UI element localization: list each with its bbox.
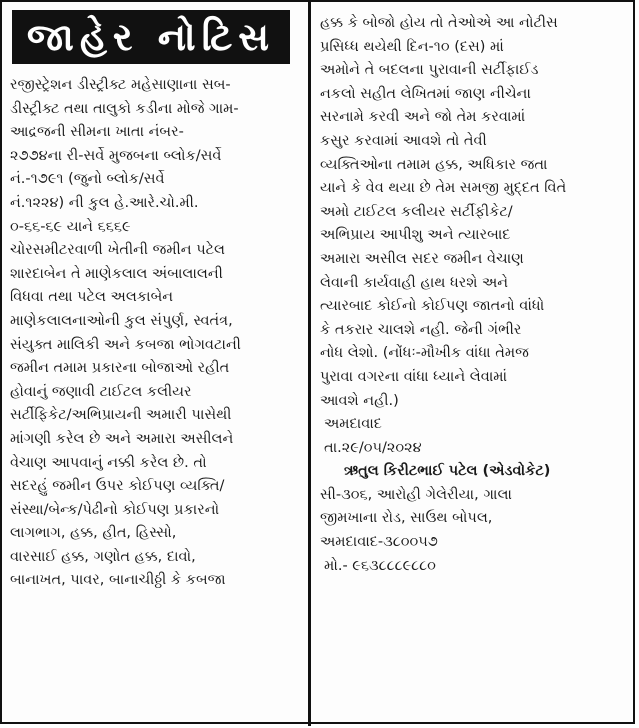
notice-body-right xyxy=(320,12,632,578)
notice-body-left xyxy=(10,74,300,593)
notice-text-line: સંસ્થા/બેન્ક/પેઢીનો કોઈપણ પ્રકારનો xyxy=(10,501,220,518)
notice-text-line: વ્યક્તિઓના તમામ હક્ક, અધિકાર જતા xyxy=(320,156,548,173)
address-block xyxy=(320,484,632,555)
notice-body-right-text xyxy=(320,12,632,413)
notice-text-line: અમો ટાઈટલ કલીયર સર્ટીફીકેટ/ xyxy=(320,203,513,220)
notice-text-line: કે તકરાર ચાલશે નહી. જેની ગંભીર xyxy=(320,321,522,338)
notice-text-line: કસુર કરવામાં આવશે તો તેવી xyxy=(320,132,487,149)
notice-text-line: વિધવા તથા પટેલ અલકાબેન xyxy=(10,289,174,306)
notice-text-line: ૦-૬૬-૬૯ યાને ૬૬૬૯ xyxy=(10,218,131,235)
notice-text-line: નં.૧૨૨૪) ની કુલ હે.આરે.ચો.મી. xyxy=(10,194,199,211)
notice-text-line: વારસાઈ હક્ક, ગણોત હક્ક, દાવો, xyxy=(10,548,196,565)
notice-text-line: બાનાખત, પાવર, બાનાચીઠ્ઠી કે કબજા xyxy=(10,572,226,589)
notice-text-line: ડીસ્ટ્રીક્ટ તથા તાલુકો કડીના મોજે ગામ- xyxy=(10,100,239,117)
notice-text-line: સદરહું જમીન ઉપર કોઈપણ વ્યક્તિ/ xyxy=(10,478,225,495)
notice-text-line: નં.-૧૭૯૧ (જુનો બ્લોક/સર્વે xyxy=(10,171,165,188)
notice-text-line: ત્યારબાદ કોઈનો કોઈપણ જાતનો વાંધો xyxy=(320,298,545,315)
notice-text-line: લાગભાગ, હક્ક, હીત, હિસ્સો, xyxy=(10,525,177,542)
notice-text-line: શારદાબેન તે માણેકલાલ અંબાલાલની xyxy=(10,265,223,282)
place-text: અમદાવાદ xyxy=(324,416,382,433)
notice-text-line: જમીન તમામ પ્રકારના બોજાઓ રહીત xyxy=(10,360,230,377)
address-line: જીમખાના રોડ, સાઉથ બોપલ, xyxy=(320,510,493,527)
phone-number: મો.- ૯૬૩૮૮૮૯૮૮૦ xyxy=(324,557,436,574)
notice-text-line: આવશે નહી.) xyxy=(320,392,399,409)
notice-text-line: અભિપ્રાય આપીશુ અને ત્યારબાદ xyxy=(320,227,511,244)
notice-text-line: આદ્રજની સીમના ખાતા નંબર- xyxy=(10,124,184,141)
date-text: તા.૨૯/૦૫/૨૦૨૪ xyxy=(324,439,422,456)
signatory-name: ઋતુલ કિરીટભાઈ પટેલ (એડવોકેટ) xyxy=(344,463,551,480)
notice-text-line: ચોરસમીટરવાળી ખેતીની જમીન પટેલ xyxy=(10,242,225,259)
notice-text-line: સર્ટીફિકેટ/અભિપ્રાયની અમારી પાસેથી xyxy=(10,407,232,424)
notice-text-line: અમોને તે બદલના પુરાવાની સર્ટીફાઈડ xyxy=(320,62,539,79)
column-divider xyxy=(308,2,311,726)
notice-text-line: પુરાવા વગરના વાંધા ધ્યાને લેવામાં xyxy=(320,368,508,385)
address-line: સી-૩૦૬, આરોહી ગેલેરીયા, ગાલા xyxy=(320,486,512,503)
notice-text-line: નોધ લેશો. (નોંધઃ-મૌખીક વાંધા તેમજ xyxy=(320,345,529,362)
notice-text-line: ૨૭૭૪ના રી-સર્વે મુજબના બ્લોક/સર્વે xyxy=(10,147,222,164)
notice-text-line: રજીસ્ટ્રેશન ડીસ્ટ્રીક્ટ મહેસાણાના સબ- xyxy=(10,77,231,93)
address-line: અમદાવાદ-૩૮૦૦૫૭ xyxy=(320,534,438,551)
notice-text-line: અમારા અસીલ સદર જમીન વેચાણ xyxy=(320,250,524,267)
notice-title: જાહેર નોટિસ xyxy=(12,10,290,64)
notice-text-line: માંગણી કરેલ છે અને અમારા અસીલને xyxy=(10,430,234,447)
notice-text-line: માણેકલાલનાઓની કુલ સંપુર્ણ, સ્વતંત્ર, xyxy=(10,312,233,329)
notice-text-line: સરનામે કરવી અને જો તેમ કરવામાં xyxy=(320,109,526,126)
notice-text-line: સંયુક્ત માલિકી અને કબજા ભોગવટાની xyxy=(10,336,241,353)
notice-text-line: યાને કે વેવ થયા છે તેમ સમજી મુદ્દત વિતે xyxy=(320,180,567,197)
notice-text-line: હક્ક કે બોજો હોય તો તેઓએ આ નોટીસ xyxy=(320,15,558,31)
notice-text-line: નકલો સહીત લેખિતમાં જાણ નીચેના xyxy=(320,85,531,102)
notice-text-line: વેચાણ આપવાનું નક્કી કરેલ છે. તો xyxy=(10,454,207,471)
notice-text-line: લેવાની કાર્યવાહી હાથ ધરશે અને xyxy=(320,274,509,291)
notice-text-line: પ્રસિધ્ધ થયેથી દિન-૧૦ (દસ) માં xyxy=(320,38,504,55)
notice-text-line: હોવાનું જણાવી ટાઈટલ કલીયર xyxy=(10,383,192,400)
